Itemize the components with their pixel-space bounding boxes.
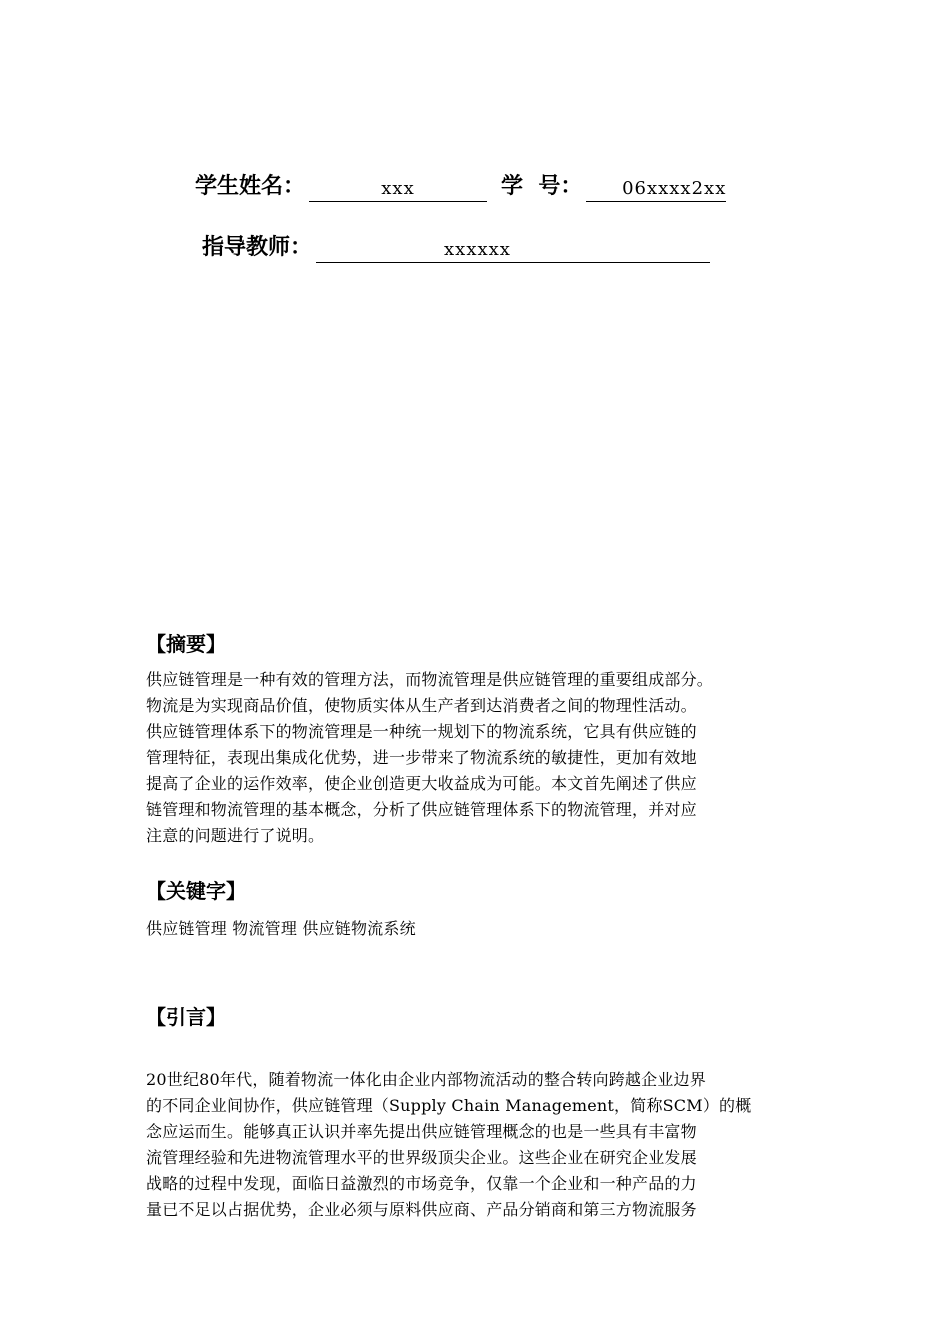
advisor-label: 指导教师： <box>202 235 313 260</box>
keywords-heading: 【关键字】 <box>146 879 246 903</box>
advisor-info-row <box>202 233 710 263</box>
introduction-line: 量已不足以占据优势，企业必须与原料供应商、产品分销商和第三方物流服务 <box>146 1200 697 1219</box>
introduction-paragraph <box>146 1067 814 1223</box>
student-name-value: xxx <box>309 177 487 202</box>
student-info-row <box>195 172 726 202</box>
abstract-line: 物流是为实现商品价值，使物质实体从生产者到达消费者之间的物理性活动。 <box>146 696 697 715</box>
introduction-line: 流管理经验和先进物流管理水平的世界级顶尖企业。这些企业在研究企业发展 <box>146 1148 697 1167</box>
introduction-heading: 【引言】 <box>146 1005 226 1029</box>
abstract-line: 供应链管理体系下的物流管理是一种统一规划下的物流系统，它具有供应链的 <box>146 722 697 741</box>
introduction-line: 念应运而生。能够真正认识并率先提出供应链管理概念的也是一些具有丰富物 <box>146 1122 697 1141</box>
introduction-line: 的不同企业间协作，供应链管理（Supply Chain Management，简称SCM）的概 <box>146 1096 752 1115</box>
advisor-value <box>316 238 710 263</box>
student-id-label: 学 号： <box>501 174 583 199</box>
keywords-text <box>146 916 814 942</box>
introduction-line: 战略的过程中发现，面临日益激烈的市场竞争，仅靠一个企业和一种产品的力 <box>146 1174 697 1193</box>
abstract-line: 提高了企业的运作效率，使企业创造更大收益成为可能。本文首先阐述了供应 <box>146 774 697 793</box>
introduction-line: 20世纪80年代，随着物流一体化由企业内部物流活动的整合转向跨越企业边界 <box>146 1070 706 1089</box>
abstract-line: 注意的问题进行了说明。 <box>146 826 325 845</box>
student-name-label: 学生姓名： <box>195 174 306 199</box>
abstract-line: 供应链管理是一种有效的管理方法，而物流管理是供应链管理的重要组成部分。 <box>146 670 714 689</box>
abstract-line: 链管理和物流管理的基本概念，分析了供应链管理体系下的物流管理，并对应 <box>146 800 697 819</box>
advisor-value-text: xxxxxx <box>444 239 511 260</box>
abstract-paragraph <box>146 667 814 849</box>
abstract-heading: 【摘要】 <box>146 632 226 656</box>
keywords-line: 供应链管理 物流管理 供应链物流系统 <box>146 919 416 938</box>
student-id-value: 06xxxx2xx <box>586 177 726 202</box>
abstract-line: 管理特征，表现出集成化优势，进一步带来了物流系统的敏捷性，更加有效地 <box>146 748 697 767</box>
